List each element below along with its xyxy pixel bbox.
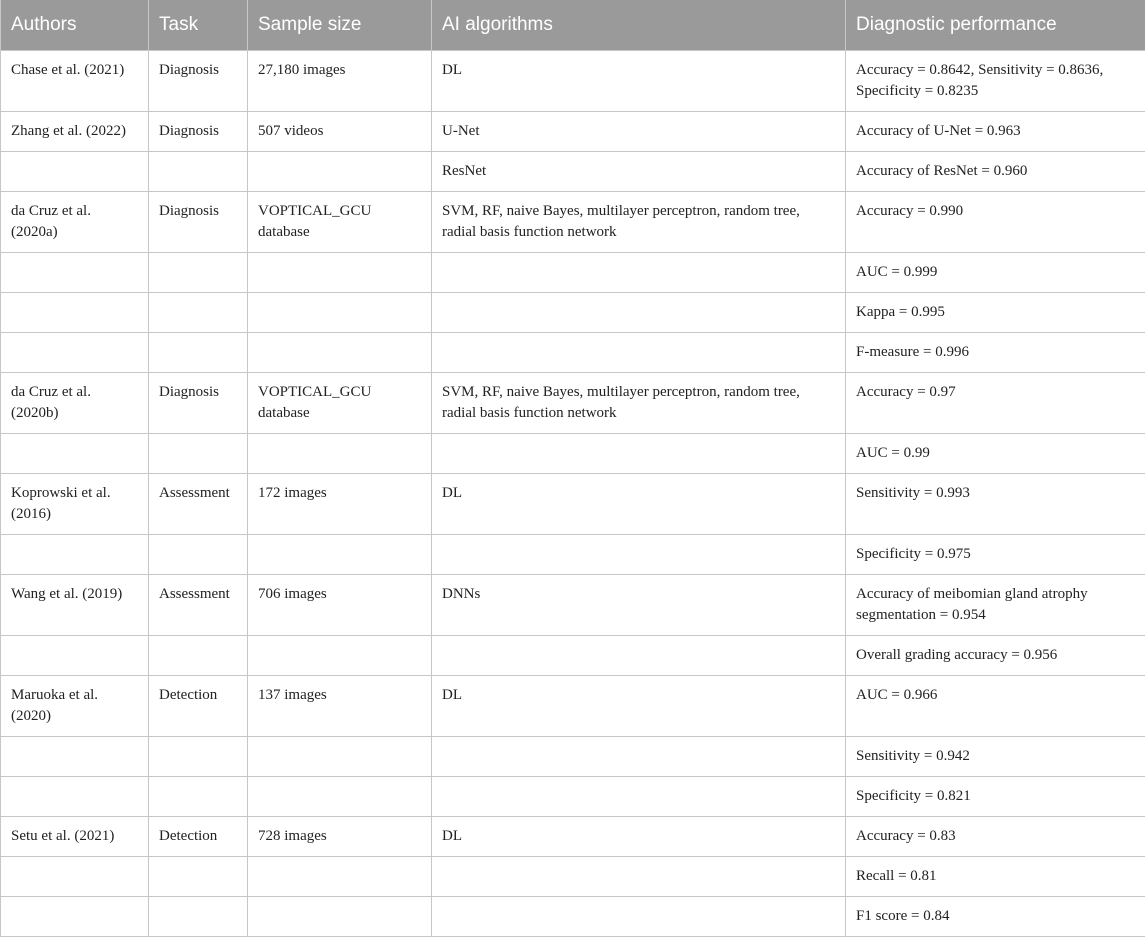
cell-algorithms: ResNet — [432, 151, 846, 191]
cell-algorithms — [432, 292, 846, 332]
cell-task — [149, 433, 248, 473]
cell-authors — [1, 776, 149, 816]
cell-task — [149, 332, 248, 372]
table-row — [1, 332, 1145, 372]
cell-task — [149, 776, 248, 816]
cell-algorithms — [432, 896, 846, 936]
cell-sample-size: 27,180 images — [248, 50, 432, 111]
cell-sample-size: 706 images — [248, 574, 432, 635]
cell-sample-size — [248, 856, 432, 896]
cell-sample-size — [248, 151, 432, 191]
cell-performance: Specificity = 0.821 — [846, 776, 1145, 816]
cell-task: Diagnosis — [149, 50, 248, 111]
cell-authors — [1, 332, 149, 372]
cell-performance: Accuracy = 0.97 — [846, 372, 1145, 433]
cell-task: Assessment — [149, 473, 248, 534]
cell-performance: Kappa = 0.995 — [846, 292, 1145, 332]
cell-sample-size: 137 images — [248, 675, 432, 736]
table-row — [1, 191, 1145, 252]
table-row — [1, 896, 1145, 936]
cell-task — [149, 635, 248, 675]
cell-algorithms: DL — [432, 675, 846, 736]
cell-authors: Chase et al. (2021) — [1, 50, 149, 111]
table-row — [1, 534, 1145, 574]
cell-sample-size — [248, 896, 432, 936]
table-row — [1, 151, 1145, 191]
header-row — [1, 0, 1145, 50]
table-row — [1, 50, 1145, 111]
cell-performance: AUC = 0.99 — [846, 433, 1145, 473]
cell-performance: F-measure = 0.996 — [846, 332, 1145, 372]
cell-performance: Accuracy of U-Net = 0.963 — [846, 111, 1145, 151]
cell-algorithms: SVM, RF, naive Bayes, multilayer perceptron, random tree, radial basis function network — [432, 191, 846, 252]
cell-sample-size — [248, 776, 432, 816]
cell-authors — [1, 151, 149, 191]
cell-authors: Zhang et al. (2022) — [1, 111, 149, 151]
cell-authors — [1, 433, 149, 473]
table-row — [1, 574, 1145, 635]
cell-authors — [1, 534, 149, 574]
cell-sample-size: VOPTICAL_GCU database — [248, 372, 432, 433]
cell-performance: Accuracy of meibomian gland atrophy segmentation = 0.954 — [846, 574, 1145, 635]
table-body — [1, 50, 1145, 936]
cell-authors: da Cruz et al. (2020b) — [1, 372, 149, 433]
cell-task — [149, 534, 248, 574]
cell-performance: Sensitivity = 0.942 — [846, 736, 1145, 776]
cell-authors — [1, 635, 149, 675]
cell-performance: Overall grading accuracy = 0.956 — [846, 635, 1145, 675]
cell-sample-size — [248, 736, 432, 776]
cell-task: Diagnosis — [149, 191, 248, 252]
cell-algorithms: U-Net — [432, 111, 846, 151]
cell-performance: Accuracy = 0.990 — [846, 191, 1145, 252]
table-row — [1, 776, 1145, 816]
cell-performance: AUC = 0.999 — [846, 252, 1145, 292]
cell-task: Detection — [149, 675, 248, 736]
cell-task — [149, 252, 248, 292]
cell-authors — [1, 896, 149, 936]
cell-sample-size: 507 videos — [248, 111, 432, 151]
cell-algorithms — [432, 856, 846, 896]
cell-performance: Accuracy = 0.83 — [846, 816, 1145, 856]
table-row — [1, 111, 1145, 151]
cell-algorithms — [432, 252, 846, 292]
cell-sample-size — [248, 635, 432, 675]
cell-authors — [1, 292, 149, 332]
table-row — [1, 736, 1145, 776]
header-sample-size: Sample size — [248, 0, 432, 50]
cell-performance: Recall = 0.81 — [846, 856, 1145, 896]
table-row — [1, 473, 1145, 534]
cell-task — [149, 736, 248, 776]
cell-algorithms — [432, 534, 846, 574]
header-authors: Authors — [1, 0, 149, 50]
header-diagnostic-performance: Diagnostic performance — [846, 0, 1145, 50]
cell-authors — [1, 252, 149, 292]
table-row — [1, 252, 1145, 292]
table-row — [1, 433, 1145, 473]
cell-task: Diagnosis — [149, 111, 248, 151]
table-header — [1, 0, 1145, 50]
cell-performance: Accuracy = 0.8642, Sensitivity = 0.8636, Specificity = 0.8235 — [846, 50, 1145, 111]
cell-authors: Koprowski et al. (2016) — [1, 473, 149, 534]
table-row — [1, 372, 1145, 433]
cell-algorithms: DNNs — [432, 574, 846, 635]
cell-task — [149, 292, 248, 332]
cell-performance: Specificity = 0.975 — [846, 534, 1145, 574]
cell-task — [149, 856, 248, 896]
cell-task — [149, 896, 248, 936]
cell-performance: Sensitivity = 0.993 — [846, 473, 1145, 534]
cell-sample-size — [248, 433, 432, 473]
cell-authors — [1, 856, 149, 896]
cell-algorithms — [432, 776, 846, 816]
cell-sample-size — [248, 292, 432, 332]
cell-algorithms: DL — [432, 473, 846, 534]
cell-sample-size: VOPTICAL_GCU database — [248, 191, 432, 252]
table-row — [1, 292, 1145, 332]
cell-algorithms — [432, 736, 846, 776]
cell-authors — [1, 736, 149, 776]
cell-sample-size: 172 images — [248, 473, 432, 534]
table-row — [1, 635, 1145, 675]
cell-task: Diagnosis — [149, 372, 248, 433]
cell-algorithms: SVM, RF, naive Bayes, multilayer perceptron, random tree, radial basis function network — [432, 372, 846, 433]
cell-algorithms: DL — [432, 816, 846, 856]
cell-algorithms — [432, 433, 846, 473]
header-ai-algorithms: AI algorithms — [432, 0, 846, 50]
table-row — [1, 856, 1145, 896]
cell-algorithms — [432, 332, 846, 372]
cell-sample-size: 728 images — [248, 816, 432, 856]
cell-authors: Wang et al. (2019) — [1, 574, 149, 635]
table-row — [1, 675, 1145, 736]
cell-task — [149, 151, 248, 191]
cell-performance: AUC = 0.966 — [846, 675, 1145, 736]
cell-algorithms: DL — [432, 50, 846, 111]
cell-sample-size — [248, 252, 432, 292]
cell-authors: da Cruz et al. (2020a) — [1, 191, 149, 252]
cell-performance: F1 score = 0.84 — [846, 896, 1145, 936]
cell-sample-size — [248, 332, 432, 372]
table-row — [1, 816, 1145, 856]
cell-task: Assessment — [149, 574, 248, 635]
header-task: Task — [149, 0, 248, 50]
cell-authors: Setu et al. (2021) — [1, 816, 149, 856]
cell-sample-size — [248, 534, 432, 574]
cell-performance: Accuracy of ResNet = 0.960 — [846, 151, 1145, 191]
cell-task: Detection — [149, 816, 248, 856]
cell-algorithms — [432, 635, 846, 675]
cell-authors: Maruoka et al. (2020) — [1, 675, 149, 736]
